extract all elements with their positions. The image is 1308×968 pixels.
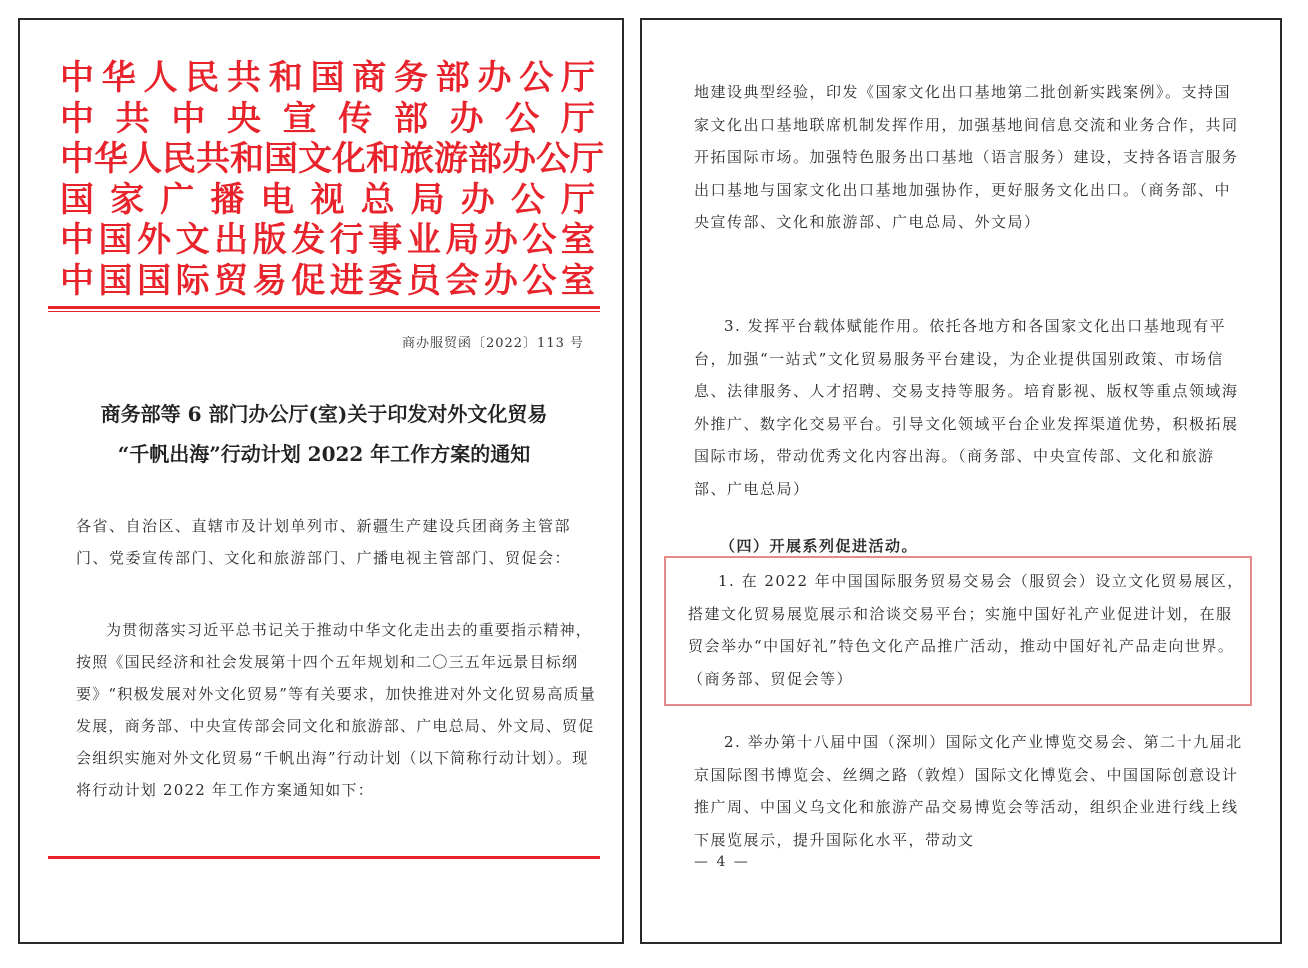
red-footer-rule [48,856,600,859]
document-number: 商办服贸函〔2022〕113 号 [401,336,584,351]
item-1-paragraph: 1. 在 2022 年中国国际服务贸易交易会（服贸会）设立文化贸易展区，搭建文化贸易展览展示和洽谈交易平台；实施中国好礼产业促进计划，在服贸会举办“中国好礼”特色文化产品推广活动，推动中国好礼产品走向世界。（商务部、贸促会等） [688,572,1244,688]
issuer-line: 中 华 人 民 共 和 国 文 化 和 旅 游 部 办 公 厅 [60,139,604,180]
body-paragraph: 为贯彻落实习近平总书记关于推动中华文化走出去的重要指示精神，按照《国民经济和社会发展第十四个五年规划和二〇三五年远景目标纲要》“积极发展对外文化贸易”等有关要求，加快推进对外文化贸易高质量发展，商务部、中央宣传部会同文化和旅游部、广电总局、外文局、贸促会组织实施对外文化贸易“千帆出海”行动计划（以下简称行动计划）。现将行动计划 2022 年工作方案通知如下： [76,621,596,799]
continuation-paragraph: 地建设典型经验，印发《国家文化出口基地第二批创新实践案例》。支持国家文化出口基地联席机制发挥作用，加强基地间信息交流和业务合作，共同开拓国际市场。加强特色服务出口基地（语言服务）建设，支持各语言服务出口基地与国家文化出口基地加强协作，更好服务文化出口。（商务部、中央宣传部、文化和旅游部、广电总局、外文局） [694,83,1239,231]
red-header-rule-thin [48,311,600,312]
page-number: — 4 — [694,854,750,870]
title-line-1: 商务部等 6 部门办公厅(室)关于印发对外文化贸易 [100,402,548,426]
document-page-right [640,18,1282,944]
title-line-2: “千帆出海”行动计划 2022 年工作方案的通知 [117,442,531,466]
addressee-text: 各省、自治区、直辖市及计划单列市、新疆生产建设兵团商务主管部门、党委宣传部门、文化和旅游部门、广播电视主管部门、贸促会： [76,517,572,567]
issuer-line: 中 国 外 文 出 版 发 行 事 业 局 办 公 室 [60,220,595,261]
red-header-rule [48,306,600,309]
issuer-line: 中 国 国 际 贸 易 促 进 委 员 会 办 公 室 [60,260,595,301]
issuer-line: 中 共 中 央 宣 传 部 办 公 厅 [60,98,595,139]
item-2-paragraph: 2. 举办第十八届中国（深圳）国际文化产业博览交易会、第二十九届北京国际图书博览会、丝绸之路（敦煌）国际文化博览会、中国国际创意设计推广周、中国义乌文化和旅游产品交易博览会等活动，组织企业进行线上线下展览展示，提升国际化水平，带动文 [694,733,1243,849]
item-3-paragraph: 3. 发挥平台载体赋能作用。依托各地方和各国家文化出口基地现有平台，加强“一站式”文化贸易服务平台建设，为企业提供国别政策、市场信息、法律服务、人才招聘、交易支持等服务。培育影视、版权等重点领域海外推广、数字化交易平台。引导文化领域平台企业发挥渠道优势，积极拓展国际市场，带动优秀文化内容出海。（商务部、中央宣传部、文化和旅游部、广电总局） [694,317,1239,498]
issuing-authorities [60,58,604,302]
issuer-line: 中 华 人 民 共 和 国 商 务 部 办 公 厅 [60,58,595,98]
section-heading: （四）开展系列促进活动。 [720,537,919,555]
issuer-line: 国 家 广 播 电 视 总 局 办 公 厅 [60,179,595,220]
document-page-left [18,18,624,944]
document-title [50,394,598,474]
